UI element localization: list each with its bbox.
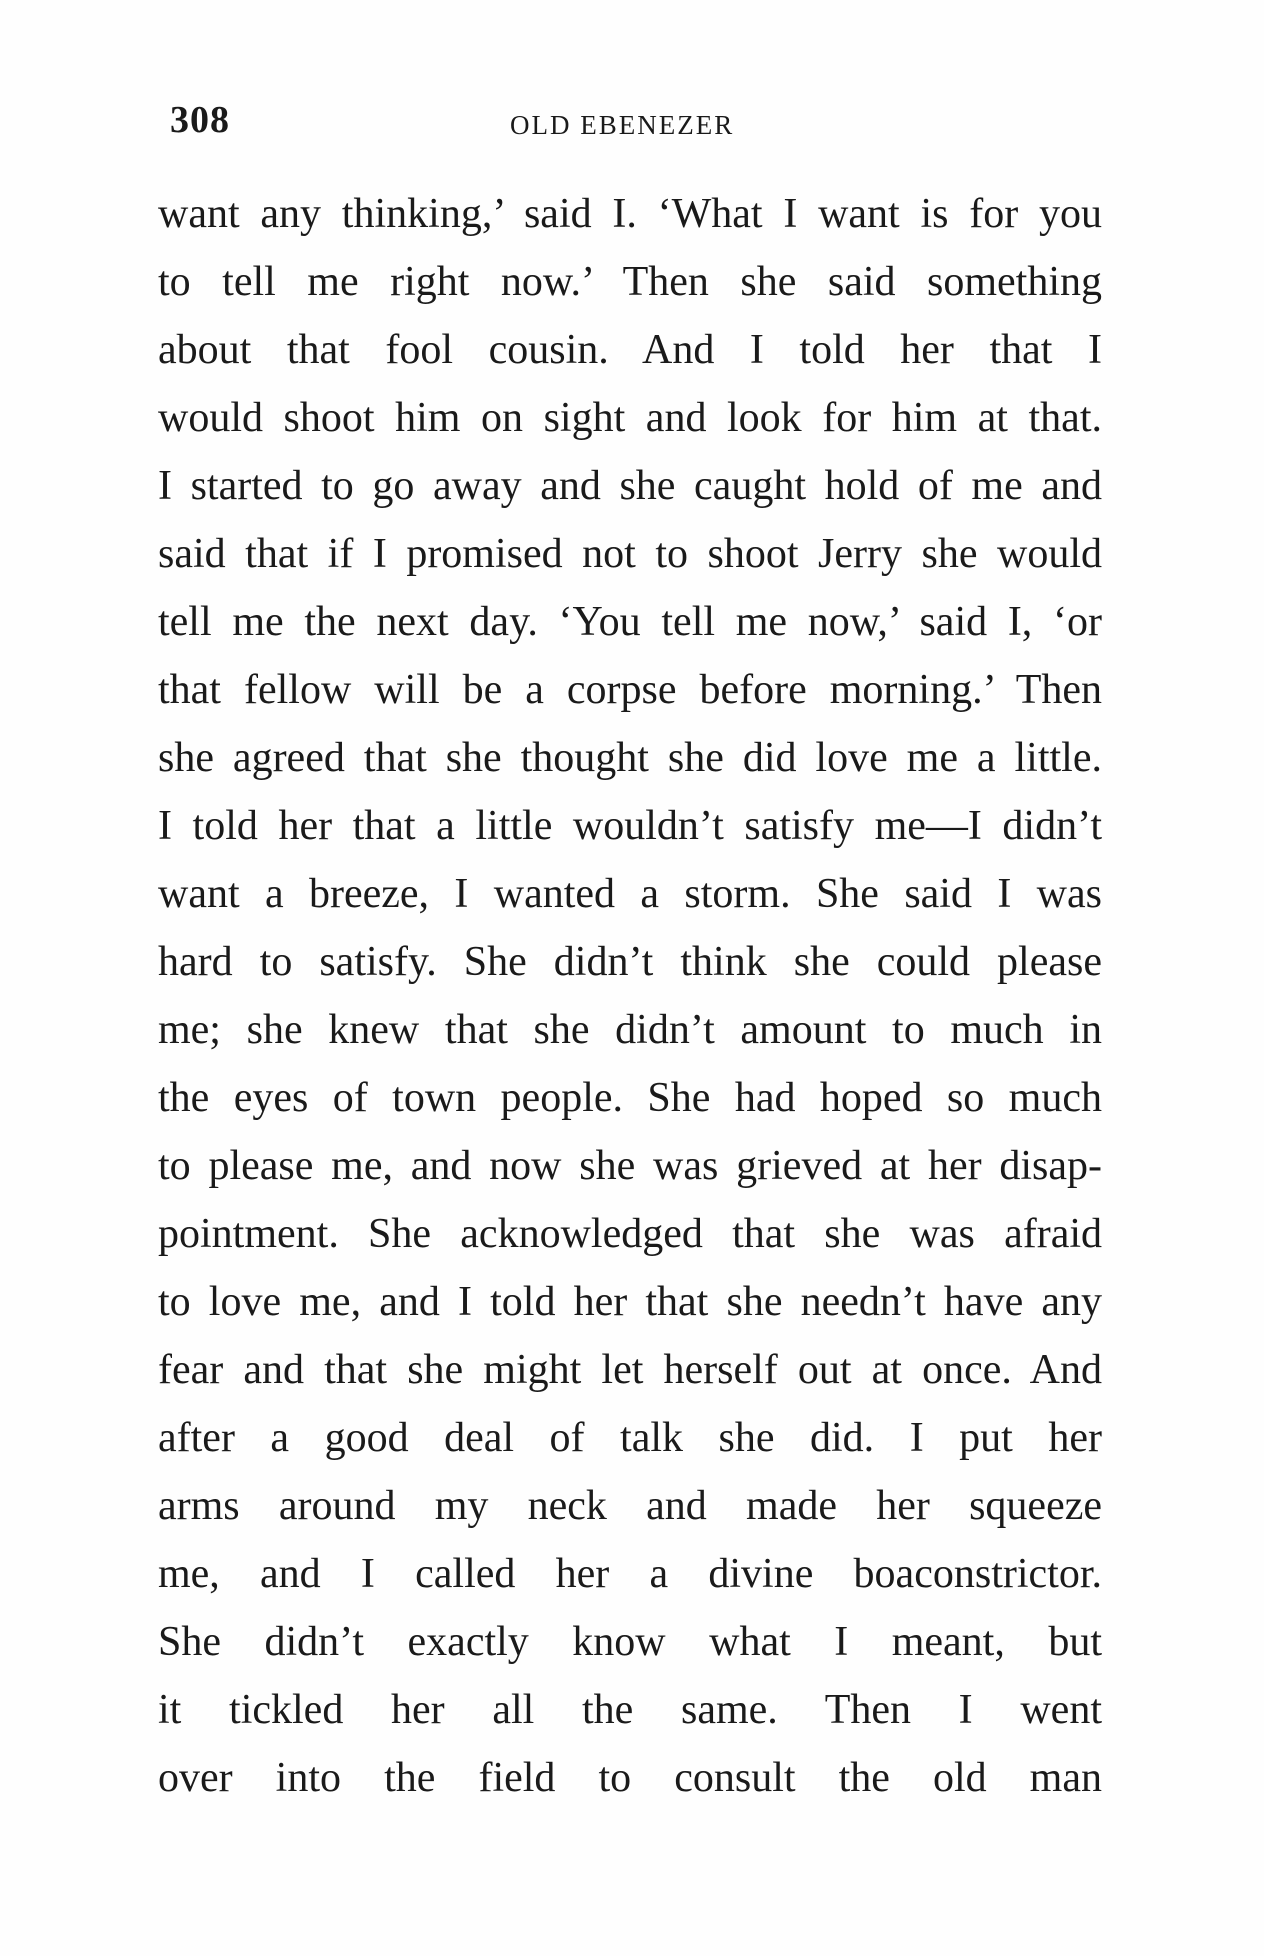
page-header: [150, 92, 1100, 152]
text-line: fear and that she might let herself out at once. And: [158, 1347, 1102, 1393]
text-line: it tickled her all the same. Then I went: [158, 1687, 1102, 1733]
text-line: tell me the next day. ‘You tell me now,’ said I, ‘or: [158, 599, 1102, 645]
page-number: 308: [170, 99, 230, 141]
text-line: over into the field to consult the old man: [158, 1755, 1102, 1801]
text-line: want any thinking,’ said I. ‘What I want is for you: [158, 191, 1102, 237]
text-line: She didn’t exactly know what I meant, but: [158, 1619, 1102, 1665]
text-line: she agreed that she thought she did love me a little.: [158, 735, 1102, 781]
running-title: OLD EBENEZER: [510, 110, 735, 140]
text-line: would shoot him on sight and look for him at that.: [158, 395, 1102, 441]
body-text: [158, 180, 1102, 1812]
text-line: after a good deal of talk she did. I put her: [158, 1415, 1102, 1461]
text-line: hard to satisfy. She didn’t think she could please: [158, 939, 1102, 985]
text-line: said that if I promised not to shoot Jerry she would: [158, 531, 1102, 577]
text-line: pointment. She acknowledged that she was afraid: [158, 1211, 1102, 1257]
text-line: to tell me right now.’ Then she said something: [158, 259, 1102, 305]
text-line: I started to go away and she caught hold of me and: [158, 463, 1102, 509]
text-line: I told her that a little wouldn’t satisfy me—I didn’t: [158, 803, 1102, 849]
text-line: the eyes of town people. She had hoped so much: [158, 1075, 1102, 1121]
text-line: to please me, and now she was grieved at her disap-: [158, 1143, 1102, 1189]
text-line: want a breeze, I wanted a storm. She said I was: [158, 871, 1102, 917]
text-line: me, and I called her a divine boaconstrictor.: [158, 1551, 1102, 1597]
text-line: arms around my neck and made her squeeze: [158, 1483, 1102, 1529]
text-line: that fellow will be a corpse before morning.’ Then: [158, 667, 1102, 713]
text-line: to love me, and I told her that she needn’t have any: [158, 1279, 1102, 1325]
text-line: about that fool cousin. And I told her that I: [158, 327, 1102, 373]
text-line: me; she knew that she didn’t amount to much in: [158, 1007, 1102, 1053]
